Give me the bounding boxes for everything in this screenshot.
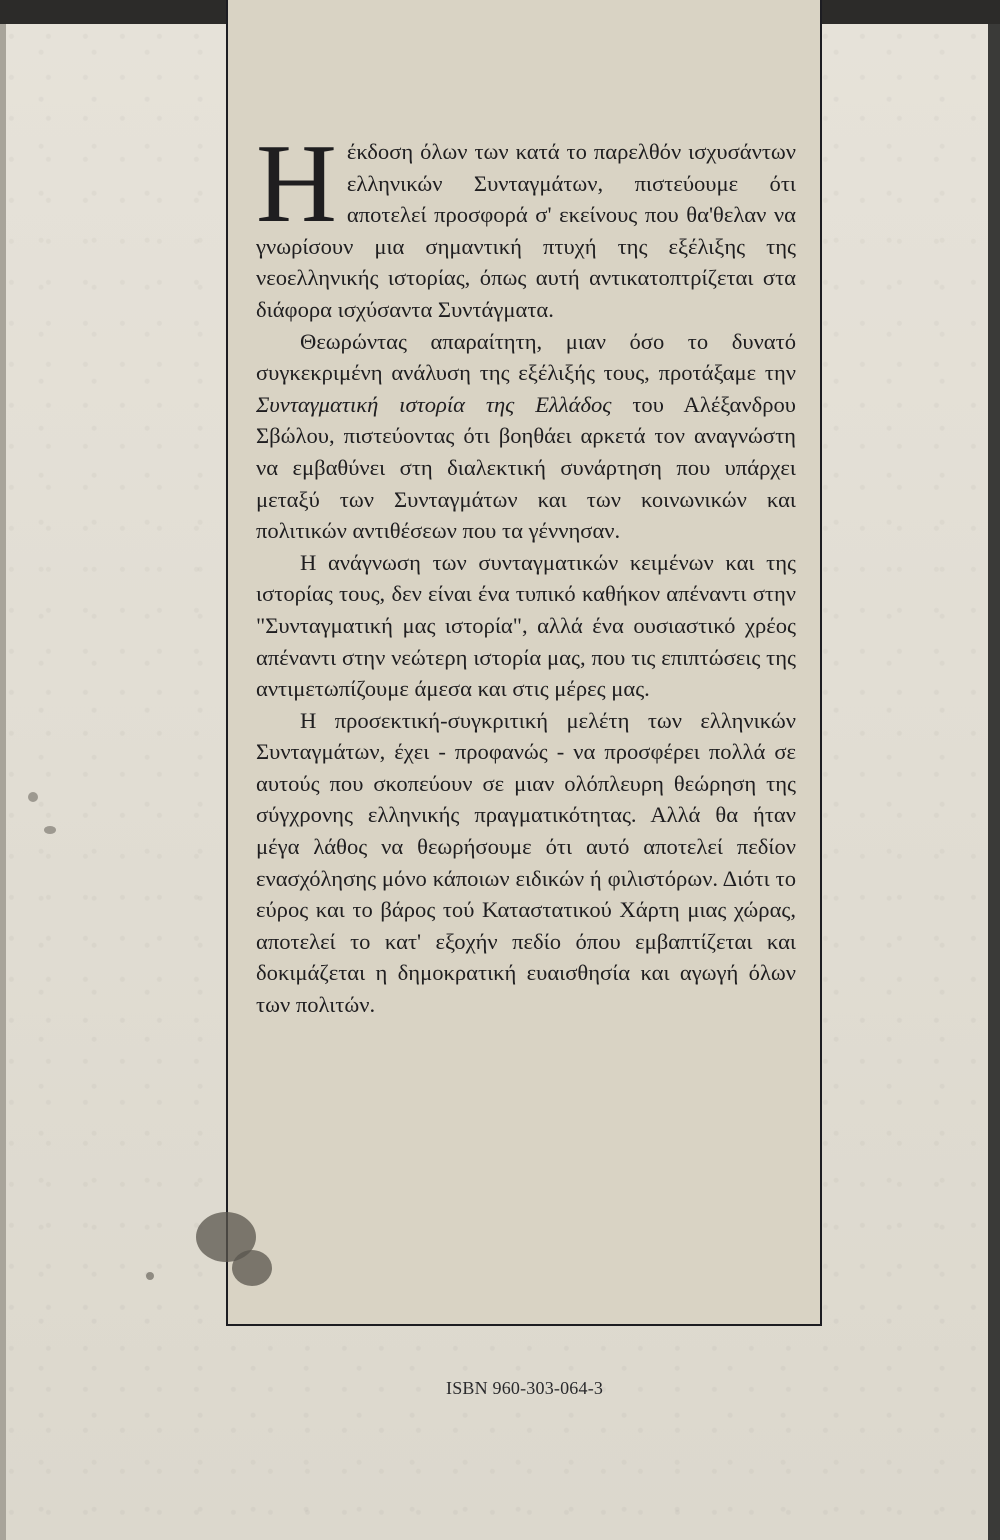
- blurb-text: [256, 122, 796, 1021]
- cover-edge: [0, 24, 6, 1540]
- stain-mark: [28, 792, 38, 802]
- drop-cap: Η: [256, 122, 337, 246]
- paragraph-2-end: του Αλέξανδρου Σβώλου, πιστεύοντας ότι βοηθάει αρκετά τον αναγνώστη να εμβαθύνει στη διαλεκτική συνάρτηση που υπάρχει μεταξύ των Συνταγμάτων και των κοινωνικών και πολιτικών αντιθέσεων που τα γέννησαν.: [256, 391, 796, 544]
- stain-mark: [44, 826, 56, 834]
- paragraph-2-start: Θεωρώντας απαραίτητη, μιαν όσο το δυνατό συγκεκριμένη ανάλυση της εξέλιξής τους, προτάξαμε την: [256, 328, 796, 386]
- paragraph-2: [256, 326, 796, 547]
- isbn-number: ISBN 960-303-064-3: [446, 1378, 604, 1398]
- paragraph-4: Η προσεκτική-συγκριτική μελέτη των ελληνικών Συνταγμάτων, έχει - προφανώς - να προσφέρει πολλά σε αυτούς που σκοπεύουν σε μιαν ολόπλευρη θεώρηση της σύγχρονης ελληνικής πραγματικότητας. Αλλά θα ήταν μέγα λάθος να θεωρήσουμε ότι αυτό αποτελεί πεδίον ενασχόλησης μόνο κάποιων ειδικών ή φιλιστόρων. Διότι το εύρος και το βάρος τού Καταστατικού Χάρτη μιας χώρας, αποτελεί το κατ' εξοχήν πεδίο όπου εμβαπτίζεται και δοκιμάζεται η δημοκρατική ευαισθησία και αγωγή όλων των πολιτών.: [256, 707, 796, 1018]
- book-title-italic: Συνταγματική ιστορία της Ελλάδος: [256, 391, 612, 417]
- stain-mark: [232, 1250, 272, 1286]
- paragraph-1-text: έκδοση όλων των κατά το παρελθόν ισχυσάντων ελληνικών Συνταγμάτων, πιστεύουμε ότι αποτελεί προσφορά σ' εκείνους που θα'θελαν να γνωρίσουν μια σημαντική πτυχή της εξέλιξης της νεοελληνικής ιστορίας, όπως αυτή αντικατοπτρίζεται στα διάφορα ισχύσαντα Συντάγματα.: [256, 139, 796, 322]
- paragraph-3: Η ανάγνωση των συνταγματικών κειμένων και της ιστορίας τους, δεν είναι ένα τυπικό καθήκον απέναντι στην "Συνταγματική μας ιστορία", αλλά ένα ουσιαστικό χρέος απέναντι στην νεώτερη ιστορία μας, που τις επιπτώσεις της αντιμετωπίζουμε άμεσα και στις μέρες μας.: [256, 549, 796, 702]
- stain-mark: [146, 1272, 154, 1280]
- paragraph-1: [256, 122, 796, 326]
